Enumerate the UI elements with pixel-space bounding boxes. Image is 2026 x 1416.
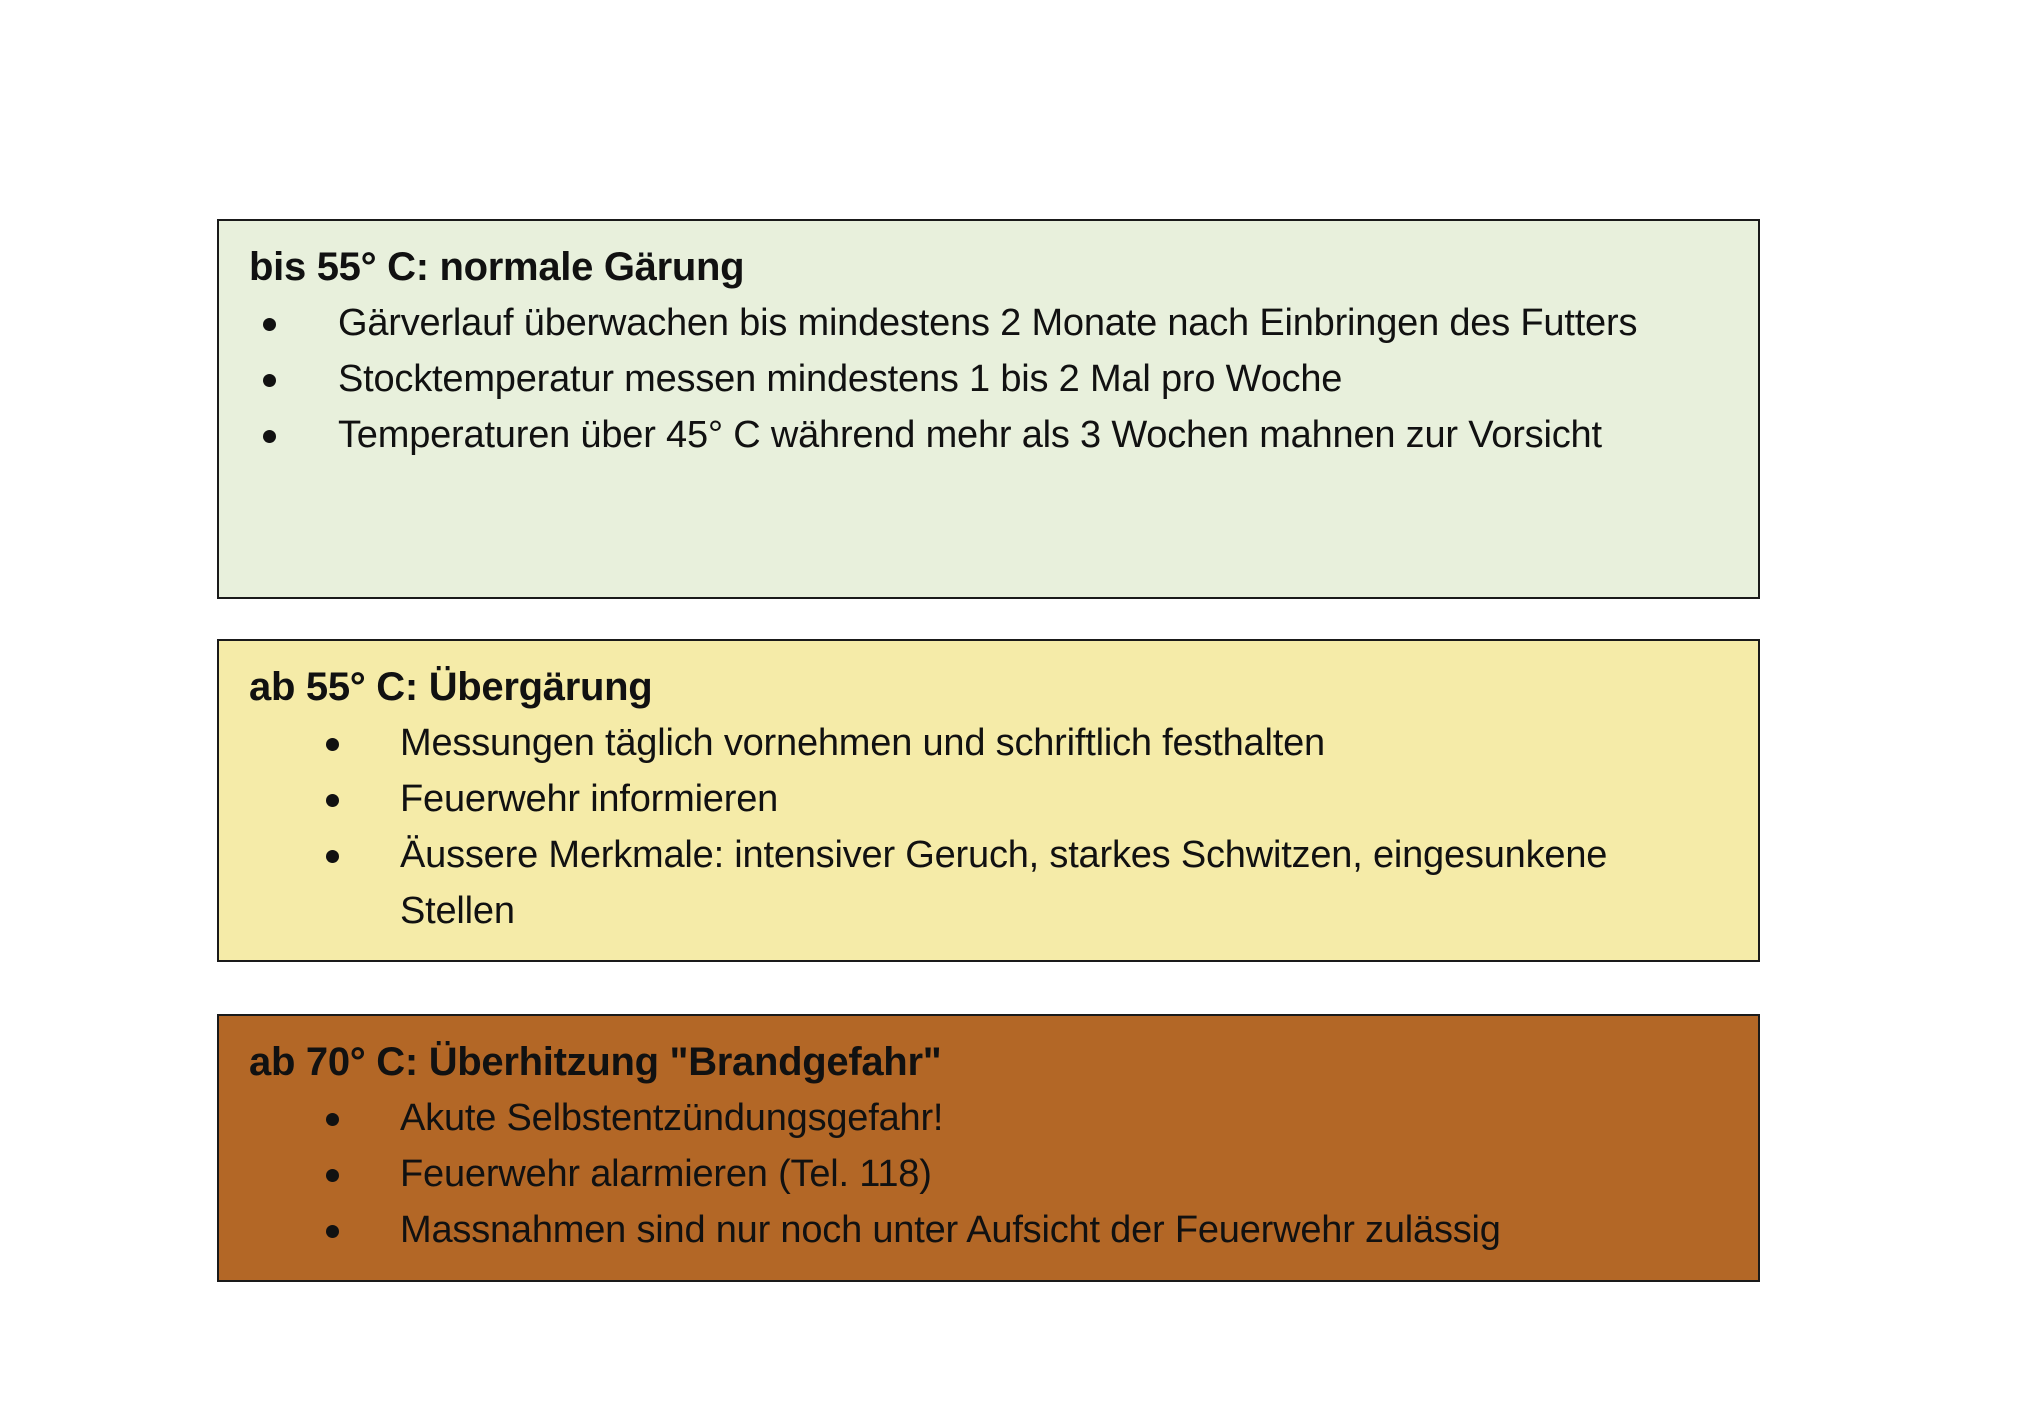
bullet-list — [249, 295, 1728, 463]
bullet-icon — [263, 430, 276, 443]
list-item-text: Akute Selbstentzündungsgefahr! — [400, 1097, 944, 1139]
list-item — [249, 407, 1728, 463]
list-item — [249, 295, 1728, 351]
list-item-text: Temperaturen über 45° C während mehr als 3 Wochen mahnen zur Vorsicht — [338, 414, 1602, 456]
list-item-text: Massnahmen sind nur noch unter Aufsicht der Feuerwehr zulässig — [400, 1209, 1501, 1251]
list-item — [249, 351, 1728, 407]
list-item — [249, 715, 1728, 771]
bullet-icon — [326, 1169, 339, 1182]
bullet-icon — [326, 738, 339, 751]
bullet-icon — [263, 318, 276, 331]
list-item — [249, 771, 1728, 827]
list-item — [249, 1202, 1728, 1258]
section-normal-fermentation — [217, 219, 1760, 599]
list-item — [249, 827, 1728, 939]
bullet-icon — [326, 1113, 339, 1126]
bullet-icon — [263, 374, 276, 387]
bullet-icon — [326, 1225, 339, 1238]
list-item-text: Messungen täglich vornehmen und schriftlich festhalten — [400, 722, 1325, 764]
bullet-list — [249, 1090, 1728, 1258]
list-item-text: Äussere Merkmale: intensiver Geruch, starkes Schwitzen, eingesunkene Stellen — [400, 834, 1608, 932]
bullet-icon — [326, 850, 339, 863]
bullet-list — [249, 715, 1728, 939]
bullet-icon — [326, 794, 339, 807]
section-title: bis 55° C: normale Gärung — [249, 245, 745, 289]
section-title: ab 55° C: Übergärung — [249, 665, 653, 709]
list-item — [249, 1090, 1728, 1146]
list-item-text: Gärverlauf überwachen bis mindestens 2 Monate nach Einbringen des Futters — [338, 302, 1638, 344]
list-item — [249, 1146, 1728, 1202]
list-item-text: Feuerwehr informieren — [400, 778, 779, 820]
list-item-text: Feuerwehr alarmieren (Tel. 118) — [400, 1153, 932, 1195]
list-item-text: Stocktemperatur messen mindestens 1 bis 2 Mal pro Woche — [338, 358, 1343, 400]
section-title: ab 70° C: Überhitzung "Brandgefahr" — [249, 1040, 942, 1084]
section-over-fermentation — [217, 639, 1760, 962]
section-overheating-fire-risk — [217, 1014, 1760, 1282]
